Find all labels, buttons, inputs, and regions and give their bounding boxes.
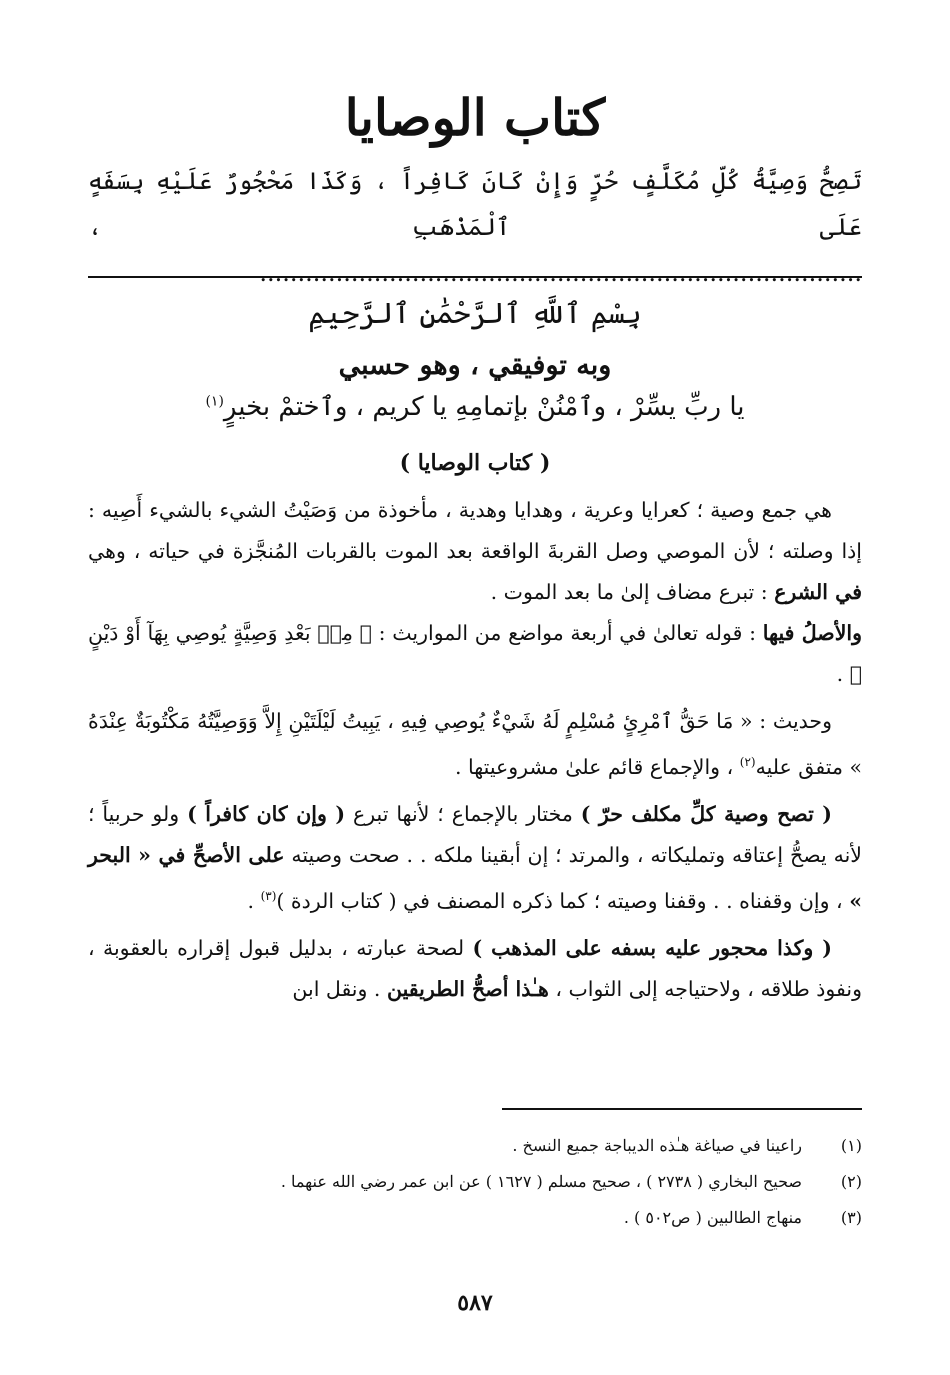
footnote-number: (٢) bbox=[840, 1172, 862, 1191]
chapter-heading: ( كتاب الوصايا ) bbox=[399, 450, 551, 476]
p5-text-a: لصحة عبارته ، بدليل قبول إقراره بالعقوبة ، ونفوذ طلاقه ، ولاحتياجه إلى الثواب ، bbox=[88, 935, 862, 1001]
footnote-ref-3: (٣) bbox=[260, 888, 277, 903]
p5-bold-1: ( وكذا محجور عليه بسفه على المذهب ) bbox=[472, 935, 832, 960]
basmala: بِسْمِ ٱللَّهِ ٱلرَّحْمَٰنِ ٱلرَّحِيمِ bbox=[308, 296, 642, 330]
p3-text: وحديث : « مَا حَقُّ ٱمْرِئٍ مُسْلِمٍ لَهُ شَيْءٌ يُوصِي فِيهِ ، يَبِيتُ لَيْلَتَيْنِ إِلاَّ وَوَصِيَّتُهُ مَكْتُوبَةٌ عِنْدَهُ » متفق عليه bbox=[88, 709, 862, 779]
p4-text-a: مختار بالإجماع ؛ لأنها تبرع bbox=[352, 801, 573, 826]
footnote-2 bbox=[88, 1164, 862, 1200]
p5-bold-2: هـٰذا أصحُّ الطريقين bbox=[386, 976, 549, 1001]
p4-text-b: ولو حربياً ؛ لأنه يصحُّ إعتاقه وتمليكاته ، والمرتد ؛ إن أبقينا ملكه . . صحت وصيته bbox=[88, 801, 862, 867]
p5-text-b: . ونقل ابن bbox=[292, 976, 381, 1001]
matn-body: تَصِحُّ وَصِيَّةُ كُلِّ مُكَلَّفٍ حُرٍّ وَإِنْ كَانَ كَافِراً ، وَكَذَا مَحْجُورٌ عَلَيْهِ بِسَفَهٍ عَلَى ٱلْمَذْهَبِ ، bbox=[88, 167, 862, 241]
footnote-text: صحيح البخاري ( ٢٧٣٨ ) ، صحيح مسلم ( ١٦٢٧ ) عن ابن عمر رضي الله عنهما . bbox=[280, 1172, 802, 1191]
paragraph-2 bbox=[88, 613, 862, 695]
dua-text: يا ربِّ يسِّرْ ، وٱمْنُنْ بإتمامِهِ يا كريم ، وٱختمْ بخيرٍ bbox=[223, 392, 745, 422]
paragraph-1 bbox=[88, 490, 862, 613]
tawfiq-line: وبه توفيقي ، وهو حسبي bbox=[338, 350, 612, 381]
paragraph-5 bbox=[88, 928, 862, 1010]
p1-text: هي جمع وصية ؛ كعرايا وعرية ، وهدايا وهدية ، مأخوذة من وَصَيْتُ الشيء بالشيء أَصِيه : إذا وصلته ؛ لأن الموصي وصل القربةَ الواقعة بعد الموت بالقربات المُنجَّزة في حياته ، وهي bbox=[88, 498, 862, 563]
footnote-divider bbox=[502, 1108, 862, 1110]
footnote-text: منهاج الطالبين ( ص٥٠٢ ) . bbox=[623, 1208, 802, 1227]
p1-end: : تبرع مضاف إلىٰ ما بعد الموت . bbox=[490, 580, 768, 604]
footnote-3 bbox=[88, 1200, 862, 1236]
book-title: كتاب الوصايا bbox=[344, 88, 606, 147]
matn-dots: ............................................................................... bbox=[259, 259, 862, 287]
dua-line bbox=[88, 392, 862, 422]
footnote-ref-2: (٢) bbox=[739, 755, 756, 769]
page-number: ٥٨٧ bbox=[457, 1290, 493, 1316]
p2-text: : قوله تعالىٰ في أربعة مواضع من المواريث : ﴿ مِنۢ بَعْدِ وَصِيَّةٍ يُوصِي بِهَآ أَوْ دَيْنٍ ﴾ . bbox=[88, 621, 862, 686]
footnote-number: (٣) bbox=[840, 1208, 862, 1227]
p4-bold-2: ( وإن كان كافراً ) bbox=[187, 801, 346, 826]
paragraph-4 bbox=[88, 794, 862, 922]
p4-bold-3: على الأصحِّ في « البحر » bbox=[88, 842, 862, 913]
top-divider bbox=[88, 276, 862, 278]
p4-end: . bbox=[247, 888, 255, 913]
footnote-number: (١) bbox=[840, 1136, 862, 1155]
p1-bold: في الشرع bbox=[774, 580, 862, 604]
commentary bbox=[88, 490, 862, 1010]
paragraph-3 bbox=[88, 701, 862, 788]
p2-bold: والأصلُ فيها bbox=[762, 621, 862, 645]
page bbox=[88, 0, 862, 1375]
p4-bold-1: ( تصح وصية كلِّ مكلف حرّ ) bbox=[580, 801, 832, 826]
footnote-text: راعينا في صياغة هـٰذه الديباجة جميع النسخ . bbox=[512, 1136, 802, 1155]
p4-text-c: ، وإن وقفناه . . وقفنا وصيته ؛ كما ذكره المصنف في ( كتاب الردة ) bbox=[276, 888, 843, 913]
p3-end: ، والإجماع قائم علىٰ مشروعيتها . bbox=[454, 754, 734, 779]
footnote-ref-1: (١) bbox=[205, 393, 224, 410]
footnotes bbox=[88, 1128, 862, 1236]
footnote-1 bbox=[88, 1128, 862, 1164]
